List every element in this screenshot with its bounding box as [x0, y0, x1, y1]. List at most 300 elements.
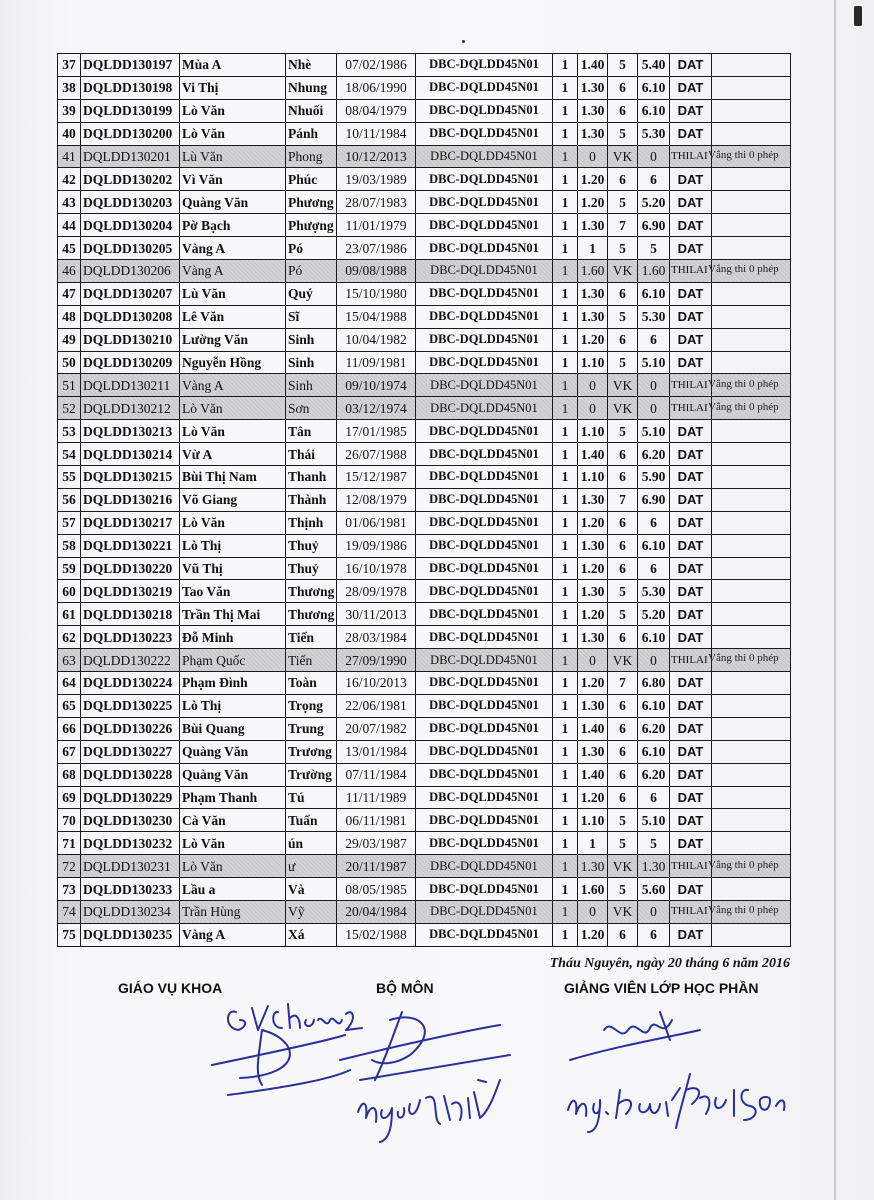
credit: 1: [553, 99, 578, 122]
score-process: 1.10: [578, 351, 608, 374]
result: DAT: [670, 809, 712, 832]
student-dob: 16/10/2013: [337, 672, 416, 695]
credit: 1: [553, 900, 578, 923]
score-total: 6: [638, 923, 670, 946]
score-exam: 6: [608, 717, 638, 740]
student-code: DQLDD130213: [81, 420, 180, 443]
student-code: DQLDD130225: [81, 694, 180, 717]
student-code: DQLDD130215: [81, 466, 180, 489]
score-exam: VK: [608, 855, 638, 878]
score-total: 5.60: [638, 878, 670, 901]
student-last-name: Phạm Thanh: [180, 786, 286, 809]
row-number: 47: [58, 282, 81, 305]
row-number: 56: [58, 488, 81, 511]
student-dob: 06/11/1981: [337, 809, 416, 832]
student-last-name: Mùa A: [180, 54, 286, 77]
credit: 1: [553, 694, 578, 717]
result: DAT: [670, 534, 712, 557]
class-code: DBC-DQLDD45N01: [416, 534, 553, 557]
row-number: 70: [58, 809, 81, 832]
result: DAT: [670, 99, 712, 122]
score-exam: 6: [608, 557, 638, 580]
class-code: DBC-DQLDD45N01: [416, 191, 553, 214]
score-process: 1.30: [578, 740, 608, 763]
student-first-name: Phương: [286, 191, 337, 214]
score-exam: 5: [608, 878, 638, 901]
student-first-name: Sinh: [286, 351, 337, 374]
student-dob: 09/08/1988: [337, 260, 416, 283]
row-number: 58: [58, 534, 81, 557]
student-first-name: Thành: [286, 488, 337, 511]
class-code: DBC-DQLDD45N01: [416, 603, 553, 626]
student-first-name: Thịnh: [286, 511, 337, 534]
student-dob: 07/02/1986: [337, 54, 416, 77]
score-process: 0: [578, 145, 608, 168]
student-last-name: Phạm Đình: [180, 672, 286, 695]
student-dob: 17/01/1985: [337, 420, 416, 443]
class-code: DBC-DQLDD45N01: [416, 626, 553, 649]
credit: 1: [553, 488, 578, 511]
class-code: DBC-DQLDD45N01: [416, 122, 553, 145]
student-last-name: Lò Văn: [180, 122, 286, 145]
student-first-name: Tiến: [286, 626, 337, 649]
result: THILAI: [670, 900, 712, 923]
score-process: 1.30: [578, 580, 608, 603]
student-dob: 19/03/1989: [337, 168, 416, 191]
student-first-name: Thái: [286, 443, 337, 466]
credit: 1: [553, 351, 578, 374]
result: DAT: [670, 511, 712, 534]
score-process: 0: [578, 374, 608, 397]
score-total: 6.90: [638, 214, 670, 237]
class-code: DBC-DQLDD45N01: [416, 855, 553, 878]
student-dob: 09/10/1974: [337, 374, 416, 397]
student-first-name: Pánh: [286, 122, 337, 145]
class-code: DBC-DQLDD45N01: [416, 786, 553, 809]
student-last-name: Vàng A: [180, 237, 286, 260]
score-total: 6.10: [638, 740, 670, 763]
student-first-name: Thuỷ: [286, 557, 337, 580]
row-number: 66: [58, 717, 81, 740]
student-code: DQLDD130210: [81, 328, 180, 351]
absence-note: Vắng thi 0 phép: [708, 904, 779, 917]
score-exam: 5: [608, 420, 638, 443]
student-code: DQLDD130203: [81, 191, 180, 214]
lecturer-signature: [570, 1012, 700, 1060]
row-number: 49: [58, 328, 81, 351]
student-code: DQLDD130212: [81, 397, 180, 420]
score-total: 6.10: [638, 626, 670, 649]
student-dob: 12/08/1979: [337, 488, 416, 511]
score-total: 5.10: [638, 420, 670, 443]
student-code: DQLDD130216: [81, 488, 180, 511]
student-code: DQLDD130223: [81, 626, 180, 649]
row-number: 63: [58, 649, 81, 672]
student-last-name: Vàng A: [180, 374, 286, 397]
class-code: DBC-DQLDD45N01: [416, 305, 553, 328]
score-exam: 6: [608, 763, 638, 786]
credit: 1: [553, 557, 578, 580]
student-code: DQLDD130229: [81, 786, 180, 809]
score-total: 5: [638, 832, 670, 855]
credit: 1: [553, 511, 578, 534]
class-code: DBC-DQLDD45N01: [416, 923, 553, 946]
row-number: 54: [58, 443, 81, 466]
student-dob: 15/02/1988: [337, 923, 416, 946]
credit: 1: [553, 260, 578, 283]
credit: 1: [553, 191, 578, 214]
score-process: 1.40: [578, 54, 608, 77]
student-last-name: Vì Văn: [180, 168, 286, 191]
score-exam: 5: [608, 54, 638, 77]
student-dob: 28/09/1978: [337, 580, 416, 603]
student-dob: 15/04/1988: [337, 305, 416, 328]
student-first-name: Và: [286, 878, 337, 901]
score-exam: 6: [608, 168, 638, 191]
row-number: 57: [58, 511, 81, 534]
student-dob: 26/07/1988: [337, 443, 416, 466]
class-code: DBC-DQLDD45N01: [416, 145, 553, 168]
student-dob: 15/12/1987: [337, 466, 416, 489]
score-exam: 5: [608, 809, 638, 832]
credit: 1: [553, 855, 578, 878]
student-dob: 27/09/1990: [337, 649, 416, 672]
score-exam: 6: [608, 923, 638, 946]
class-code: DBC-DQLDD45N01: [416, 351, 553, 374]
student-dob: 11/01/1979: [337, 214, 416, 237]
class-code: DBC-DQLDD45N01: [416, 809, 553, 832]
absence-note: Vắng thi 0 phép: [708, 858, 779, 871]
credit: 1: [553, 717, 578, 740]
result: DAT: [670, 717, 712, 740]
signature-title-lecturer: GIẢNG VIÊN LỚP HỌC PHẦN: [564, 980, 759, 996]
student-code: DQLDD130201: [81, 145, 180, 168]
row-number: 39: [58, 99, 81, 122]
score-exam: 5: [608, 832, 638, 855]
result: DAT: [670, 488, 712, 511]
score-total: 6: [638, 168, 670, 191]
score-total: 6.10: [638, 99, 670, 122]
score-process: 0: [578, 397, 608, 420]
class-code: DBC-DQLDD45N01: [416, 672, 553, 695]
result: DAT: [670, 466, 712, 489]
result: DAT: [670, 443, 712, 466]
score-process: 1.30: [578, 282, 608, 305]
class-code: DBC-DQLDD45N01: [416, 168, 553, 191]
student-code: DQLDD130221: [81, 534, 180, 557]
score-total: 6: [638, 328, 670, 351]
row-number: 50: [58, 351, 81, 374]
result: DAT: [670, 237, 712, 260]
student-code: DQLDD130234: [81, 900, 180, 923]
student-dob: 10/12/2013: [337, 145, 416, 168]
student-first-name: Tân: [286, 420, 337, 443]
student-last-name: Lò Văn: [180, 855, 286, 878]
row-number: 45: [58, 237, 81, 260]
student-code: DQLDD130206: [81, 260, 180, 283]
student-dob: 20/07/1982: [337, 717, 416, 740]
result: DAT: [670, 603, 712, 626]
student-dob: 23/07/1986: [337, 237, 416, 260]
class-code: DBC-DQLDD45N01: [416, 420, 553, 443]
faculty-signature: [212, 1030, 350, 1095]
score-process: 0: [578, 900, 608, 923]
score-total: 1.30: [638, 855, 670, 878]
student-last-name: Lù Văn: [180, 145, 286, 168]
student-dob: 28/07/1983: [337, 191, 416, 214]
score-exam: 6: [608, 443, 638, 466]
score-exam: 5: [608, 237, 638, 260]
score-process: 1.20: [578, 168, 608, 191]
score-process: 1.30: [578, 214, 608, 237]
result: DAT: [670, 305, 712, 328]
student-last-name: Lò Văn: [180, 99, 286, 122]
result: DAT: [670, 626, 712, 649]
credit: 1: [553, 237, 578, 260]
student-code: DQLDD130230: [81, 809, 180, 832]
score-exam: 6: [608, 282, 638, 305]
credit: 1: [553, 878, 578, 901]
score-process: 0: [578, 649, 608, 672]
score-process: 1.30: [578, 855, 608, 878]
department-name-handwriting: [358, 1080, 500, 1142]
credit: 1: [553, 443, 578, 466]
department-signature: [340, 1012, 510, 1080]
student-first-name: Thanh: [286, 466, 337, 489]
credit: 1: [553, 374, 578, 397]
result: THILAI: [670, 855, 712, 878]
student-dob: 16/10/1978: [337, 557, 416, 580]
credit: 1: [553, 466, 578, 489]
score-total: 5.40: [638, 54, 670, 77]
student-first-name: ư: [286, 855, 337, 878]
result: DAT: [670, 54, 712, 77]
class-code: DBC-DQLDD45N01: [416, 832, 553, 855]
student-code: DQLDD130218: [81, 603, 180, 626]
score-total: 0: [638, 374, 670, 397]
student-code: DQLDD130231: [81, 855, 180, 878]
student-last-name: Quàng Văn: [180, 763, 286, 786]
student-code: DQLDD130207: [81, 282, 180, 305]
score-process: 1.20: [578, 786, 608, 809]
row-number: 75: [58, 923, 81, 946]
class-code: DBC-DQLDD45N01: [416, 740, 553, 763]
place-date: Tháu Nguyên, ngày 20 tháng 6 năm 2016: [549, 956, 790, 971]
row-number: 46: [58, 260, 81, 283]
score-exam: 5: [608, 122, 638, 145]
student-last-name: Lường Văn: [180, 328, 286, 351]
row-number: 69: [58, 786, 81, 809]
row-number: 60: [58, 580, 81, 603]
student-code: DQLDD130220: [81, 557, 180, 580]
student-last-name: Vàng A: [180, 260, 286, 283]
credit: 1: [553, 76, 578, 99]
credit: 1: [553, 603, 578, 626]
row-number: 71: [58, 832, 81, 855]
score-exam: 5: [608, 580, 638, 603]
score-total: 5.30: [638, 305, 670, 328]
credit: 1: [553, 763, 578, 786]
class-code: DBC-DQLDD45N01: [416, 214, 553, 237]
result: DAT: [670, 214, 712, 237]
score-total: 0: [638, 649, 670, 672]
credit: 1: [553, 923, 578, 946]
result: THILAI: [670, 260, 712, 283]
student-code: DQLDD130199: [81, 99, 180, 122]
credit: 1: [553, 809, 578, 832]
student-first-name: Sinh: [286, 328, 337, 351]
student-first-name: Thuỷ: [286, 534, 337, 557]
result: DAT: [670, 832, 712, 855]
credit: 1: [553, 122, 578, 145]
student-code: DQLDD130227: [81, 740, 180, 763]
absence-note: Vắng thi 0 phép: [708, 148, 779, 161]
row-number: 65: [58, 694, 81, 717]
student-code: DQLDD130211: [81, 374, 180, 397]
student-dob: 13/01/1984: [337, 740, 416, 763]
absence-note: Vắng thi 0 phép: [708, 377, 779, 390]
class-code: DBC-DQLDD45N01: [416, 900, 553, 923]
credit: 1: [553, 786, 578, 809]
score-total: 5.10: [638, 809, 670, 832]
score-exam: 5: [608, 191, 638, 214]
result: DAT: [670, 76, 712, 99]
student-first-name: Pó: [286, 237, 337, 260]
score-total: 6.10: [638, 534, 670, 557]
score-process: 1.60: [578, 878, 608, 901]
result: DAT: [670, 878, 712, 901]
score-process: 1.30: [578, 488, 608, 511]
score-process: 1.20: [578, 511, 608, 534]
score-total: 5.90: [638, 466, 670, 489]
student-dob: 15/10/1980: [337, 282, 416, 305]
student-dob: 18/06/1990: [337, 76, 416, 99]
student-code: DQLDD130224: [81, 672, 180, 695]
row-number: 62: [58, 626, 81, 649]
score-process: 1.20: [578, 603, 608, 626]
student-last-name: Lò Văn: [180, 832, 286, 855]
student-code: DQLDD130228: [81, 763, 180, 786]
student-last-name: Phạm Quốc: [180, 649, 286, 672]
score-process: 1.10: [578, 809, 608, 832]
score-process: 1.30: [578, 76, 608, 99]
class-code: DBC-DQLDD45N01: [416, 717, 553, 740]
student-code: DQLDD130209: [81, 351, 180, 374]
absence-note: Vắng thi 0 phép: [708, 400, 779, 413]
signature-title-department: BỘ MÔN: [376, 980, 434, 996]
score-exam: 6: [608, 76, 638, 99]
score-total: 6.20: [638, 443, 670, 466]
class-code: DBC-DQLDD45N01: [416, 763, 553, 786]
student-first-name: Trung: [286, 717, 337, 740]
credit: 1: [553, 305, 578, 328]
credit: 1: [553, 214, 578, 237]
score-exam: 6: [608, 466, 638, 489]
row-number: 59: [58, 557, 81, 580]
class-code: DBC-DQLDD45N01: [416, 488, 553, 511]
row-number: 43: [58, 191, 81, 214]
student-code: DQLDD130232: [81, 832, 180, 855]
student-last-name: Bùi Quang: [180, 717, 286, 740]
student-first-name: Tiến: [286, 649, 337, 672]
student-first-name: Nhuối: [286, 99, 337, 122]
score-process: 1.20: [578, 191, 608, 214]
student-last-name: Tao Văn: [180, 580, 286, 603]
absence-note: Vắng thi 0 phép: [708, 263, 779, 276]
class-code: DBC-DQLDD45N01: [416, 54, 553, 77]
score-total: 6: [638, 511, 670, 534]
score-process: 1.60: [578, 260, 608, 283]
student-first-name: Sơn: [286, 397, 337, 420]
result: DAT: [670, 694, 712, 717]
score-exam: 6: [608, 328, 638, 351]
credit: 1: [553, 534, 578, 557]
score-exam: 7: [608, 672, 638, 695]
student-code: DQLDD130197: [81, 54, 180, 77]
score-total: 6.10: [638, 76, 670, 99]
student-last-name: Lò Văn: [180, 397, 286, 420]
student-first-name: Toàn: [286, 672, 337, 695]
score-exam: 6: [608, 534, 638, 557]
student-dob: 29/03/1987: [337, 832, 416, 855]
score-process: 1.30: [578, 122, 608, 145]
result: DAT: [670, 740, 712, 763]
class-code: DBC-DQLDD45N01: [416, 649, 553, 672]
credit: 1: [553, 397, 578, 420]
score-process: 1.20: [578, 923, 608, 946]
row-number: 52: [58, 397, 81, 420]
class-code: DBC-DQLDD45N01: [416, 580, 553, 603]
student-last-name: Bùi Thị Nam: [180, 466, 286, 489]
row-number: 51: [58, 374, 81, 397]
student-dob: 20/04/1984: [337, 900, 416, 923]
student-last-name: Vũ Thị: [180, 557, 286, 580]
student-last-name: Đỗ Minh: [180, 626, 286, 649]
student-first-name: Trọng: [286, 694, 337, 717]
score-total: 5.20: [638, 603, 670, 626]
result: DAT: [670, 191, 712, 214]
class-code: DBC-DQLDD45N01: [416, 99, 553, 122]
row-number: 38: [58, 76, 81, 99]
student-code: DQLDD130198: [81, 76, 180, 99]
row-number: 53: [58, 420, 81, 443]
student-first-name: Vỹ: [286, 900, 337, 923]
score-exam: VK: [608, 374, 638, 397]
score-exam: 7: [608, 214, 638, 237]
credit: 1: [553, 672, 578, 695]
student-dob: 08/04/1979: [337, 99, 416, 122]
student-dob: 08/05/1985: [337, 878, 416, 901]
score-exam: 6: [608, 786, 638, 809]
score-process: 1.30: [578, 626, 608, 649]
result: DAT: [670, 351, 712, 374]
student-last-name: Lò Văn: [180, 420, 286, 443]
credit: 1: [553, 420, 578, 443]
score-total: 5.30: [638, 580, 670, 603]
result: THILAI: [670, 145, 712, 168]
class-code: DBC-DQLDD45N01: [416, 282, 553, 305]
credit: 1: [553, 832, 578, 855]
absence-note: Vắng thi 0 phép: [708, 652, 779, 665]
score-total: 6.10: [638, 282, 670, 305]
student-first-name: Xá: [286, 923, 337, 946]
score-exam: 5: [608, 351, 638, 374]
row-number: 48: [58, 305, 81, 328]
result: DAT: [670, 672, 712, 695]
credit: 1: [553, 145, 578, 168]
result: DAT: [670, 580, 712, 603]
score-total: 5.10: [638, 351, 670, 374]
